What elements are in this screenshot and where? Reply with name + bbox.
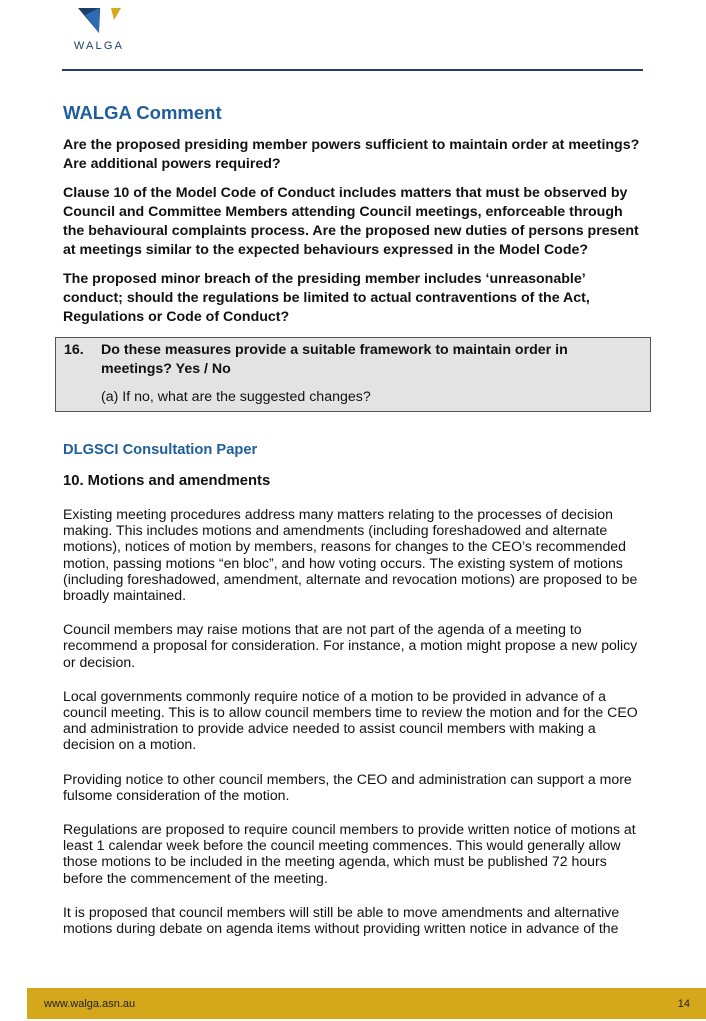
comment-paragraph: Clause 10 of the Model Code of Conduct includes matters that must be observed by Council and Committee Members attending Council meetings, enforceable through the behavioural complaints process. Are the proposed new duties of persons present at meetings similar to the expected behaviours expressed in the Model Code?: [63, 185, 639, 258]
header-divider: [62, 69, 643, 71]
body-paragraph: Providing notice to other council members, the CEO and administration can support a more fulsome consideration of the motion.: [63, 770, 632, 803]
question-box: [55, 337, 651, 412]
consultation-heading: DLGSCI Consultation Paper: [63, 442, 258, 458]
page-number: 14: [677, 997, 690, 1010]
question-number: 16.: [64, 342, 84, 358]
question-sub: (a) If no, what are the suggested changes?: [101, 389, 371, 405]
question-row: [64, 341, 642, 379]
page-content: [63, 102, 643, 936]
logo-text: WALGA: [73, 40, 125, 52]
body-paragraph: It is proposed that council members will still be able to move amendments and alternative motions during debate on agenda items without providing written notice in advance of the: [63, 903, 620, 937]
walga-comment-heading: WALGA Comment: [63, 102, 222, 123]
body-paragraph: Local governments commonly require notice of a motion to be provided in advance of a council meeting. This is to allow council members time to review the motion and for the CEO and administration to provide advice needed to assist council members with making a decision on a motion.: [63, 687, 638, 753]
body-paragraph: Existing meeting procedures address many matters relating to the processes of decision making. This includes motions and amendments (including foreshadowed and alternate motions), notices of motion by members, reasons for changes to the CEO’s recommended motion, passing motions “en bloc”, and how voting occurs. The existing system of motions (including foreshadowed, amendment, alternate and revocation motions) are proposed to be broadly maintained.: [63, 506, 638, 604]
comment-paragraph: Are the proposed presiding member powers sufficient to maintain order at meetings? Are additional powers required?: [63, 137, 640, 172]
body-paragraph: Council members may raise motions that are not part of the agenda of a meeting to recommend a proposal for consideration. For instance, a motion might propose a new policy or decision.: [63, 621, 638, 670]
body-paragraph: Regulations are proposed to require council members to provide written notice of motions at least 1 calendar week before the council meeting commences. This would generally allow those motions to be included in the meeting agenda, which must be published 72 hours before the commencement of the meeting.: [63, 821, 636, 886]
topic-heading: 10. Motions and amendments: [63, 473, 271, 489]
footer-bar: [27, 988, 706, 1019]
comment-paragraph: The proposed minor breach of the presiding member includes ‘unreasonable’ conduct; should the regulations be limited to actual contraventions of the Act, Regulations or Code of Conduct?: [63, 271, 590, 325]
footer-url: www.walga.asn.au: [44, 997, 136, 1010]
question-text: Do these measures provide a suitable framework to maintain order in meetings? Yes / No: [101, 342, 568, 377]
